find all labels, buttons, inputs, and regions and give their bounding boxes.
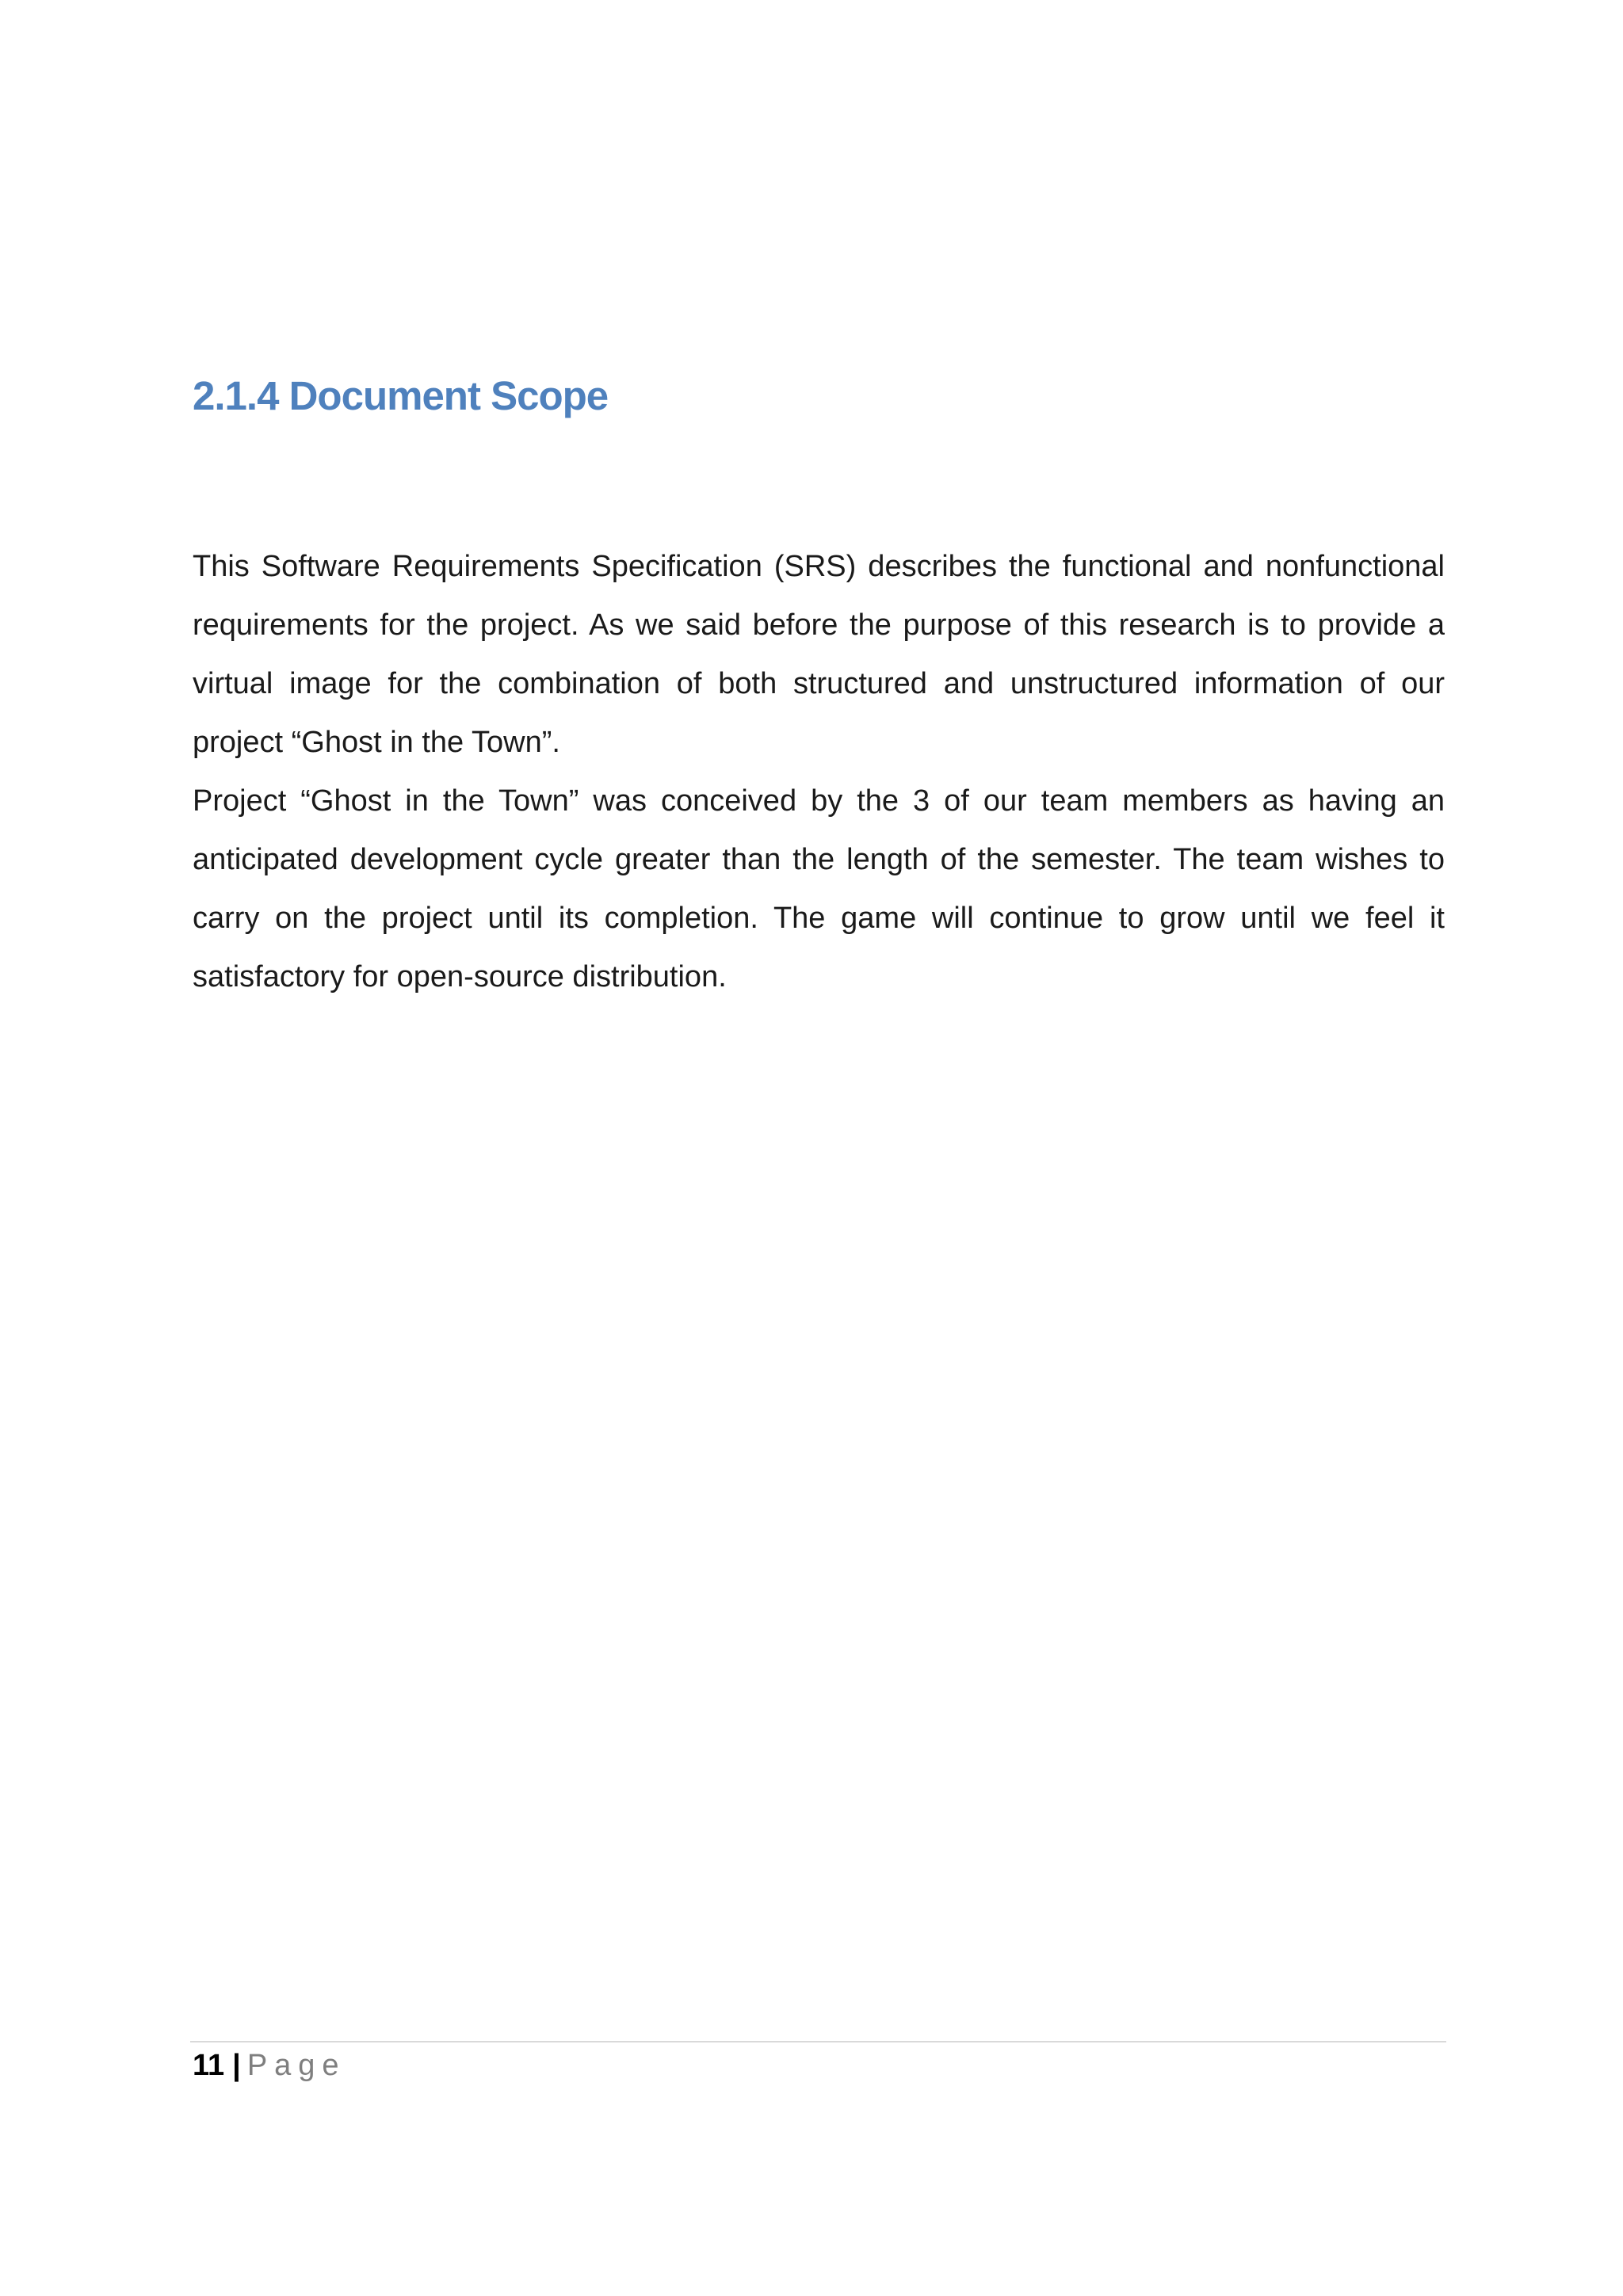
footer-separator: | xyxy=(232,2049,241,2082)
paragraph-project: Project “Ghost in the Town” was conceived by the 3 of our team members as having an anticipated development cycle greater than the length of the semester. The team wishes to carry on the project until its completion. The game will continue to grow until we feel it satisfactory for open-source distribution. xyxy=(193,784,1445,994)
paragraph-scope: This Software Requirements Specification (SRS) describes the functional and nonfunctional requirements for the project. As we said before the purpose of this research is to provide a virtual image for the combination of both structured and unstructured information of our project “Ghost in the Town”. xyxy=(193,550,1445,759)
body-text xyxy=(193,537,1445,1006)
section-heading: 2.1.4 Document Scope xyxy=(193,373,609,418)
footer-divider xyxy=(190,2041,1446,2042)
page-footer xyxy=(193,2046,346,2085)
page-number: 11 xyxy=(193,2049,225,2082)
page-label: Page xyxy=(246,2049,346,2082)
